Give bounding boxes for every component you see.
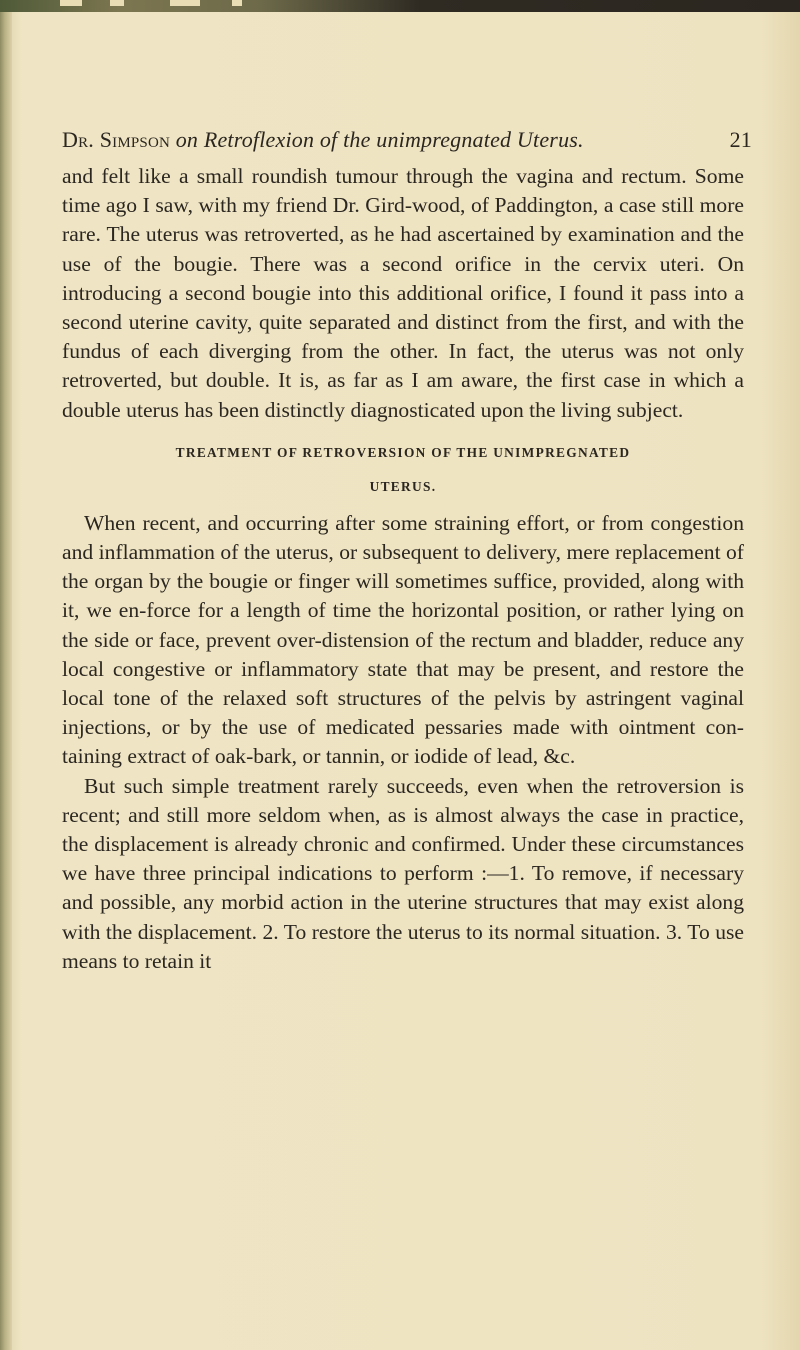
running-header <box>62 127 752 157</box>
paragraph-indications: But such simple treatment rarely succeeds, even when the retroversion is recent; and still more seldom when, as is almost always the case in practice, the displacement is already chronic and confirmed. Under these circumstances we have three principal indications to perform :—1. To remove, if necessary and possible, any morbid action in the uterine structures that may exist along with the displacement. 2. To restore the uterus to its normal situation. 3. To use means to retain it <box>62 773 744 973</box>
section-heading-line1: TREATMENT OF RETROVERSION OF THE UNIMPREGNATED <box>175 444 631 460</box>
page-number: 21 <box>729 127 752 152</box>
section-heading <box>62 443 744 497</box>
article-title: on Retroflexion of the unimpregnated Uterus. <box>175 127 584 152</box>
section-heading-line2: UTERUS. <box>369 478 437 494</box>
running-title <box>62 127 584 153</box>
author-initial: Dr. <box>62 127 94 152</box>
body-text <box>62 162 744 976</box>
paragraph-continuation: and felt like a small roundish tumour through the vagina and rectum. Some time ago I saw, with my friend Dr. Gird-wood, of Paddington, a case still more rare. The uterus was retroverted, as he had ascertained by examination and the use of the bougie. There was a second orifice in the cervix uteri. On introducing a second bougie into this additional orifice, I found it pass into a second uterine cavity, quite separated and distinct from the first, and with the fundus of each diverging from the other. In fact, the uterus was not only retroverted, but double. It is, as far as I am aware, the first case in which a double uterus has been distinctly diagnosticated upon the living subject. <box>62 164 744 422</box>
torn-top-edge <box>0 0 800 12</box>
binding-edge <box>0 0 12 1350</box>
section-gap <box>62 497 744 509</box>
author-name: Simpson <box>99 127 171 152</box>
paragraph-treatment: When recent, and occurring after some straining effort, or from congestion and inflammation of the uterus, or subsequent to delivery, mere replacement of the organ by the bougie or finger will sometimes suffice, provided, along with it, we en-force for a length of time the horizontal position, or rather lying on the side or face, prevent over-distension of the rectum and bladder, reduce any local congestive or inflammatory state that may be present, and restore the local tone of the relaxed soft structures of the pelvis by astringent vaginal injections, or by the use of medicated pessaries made with ointment con-taining extract of oak-bark, or tannin, or iodide of lead, &c. <box>62 510 744 769</box>
